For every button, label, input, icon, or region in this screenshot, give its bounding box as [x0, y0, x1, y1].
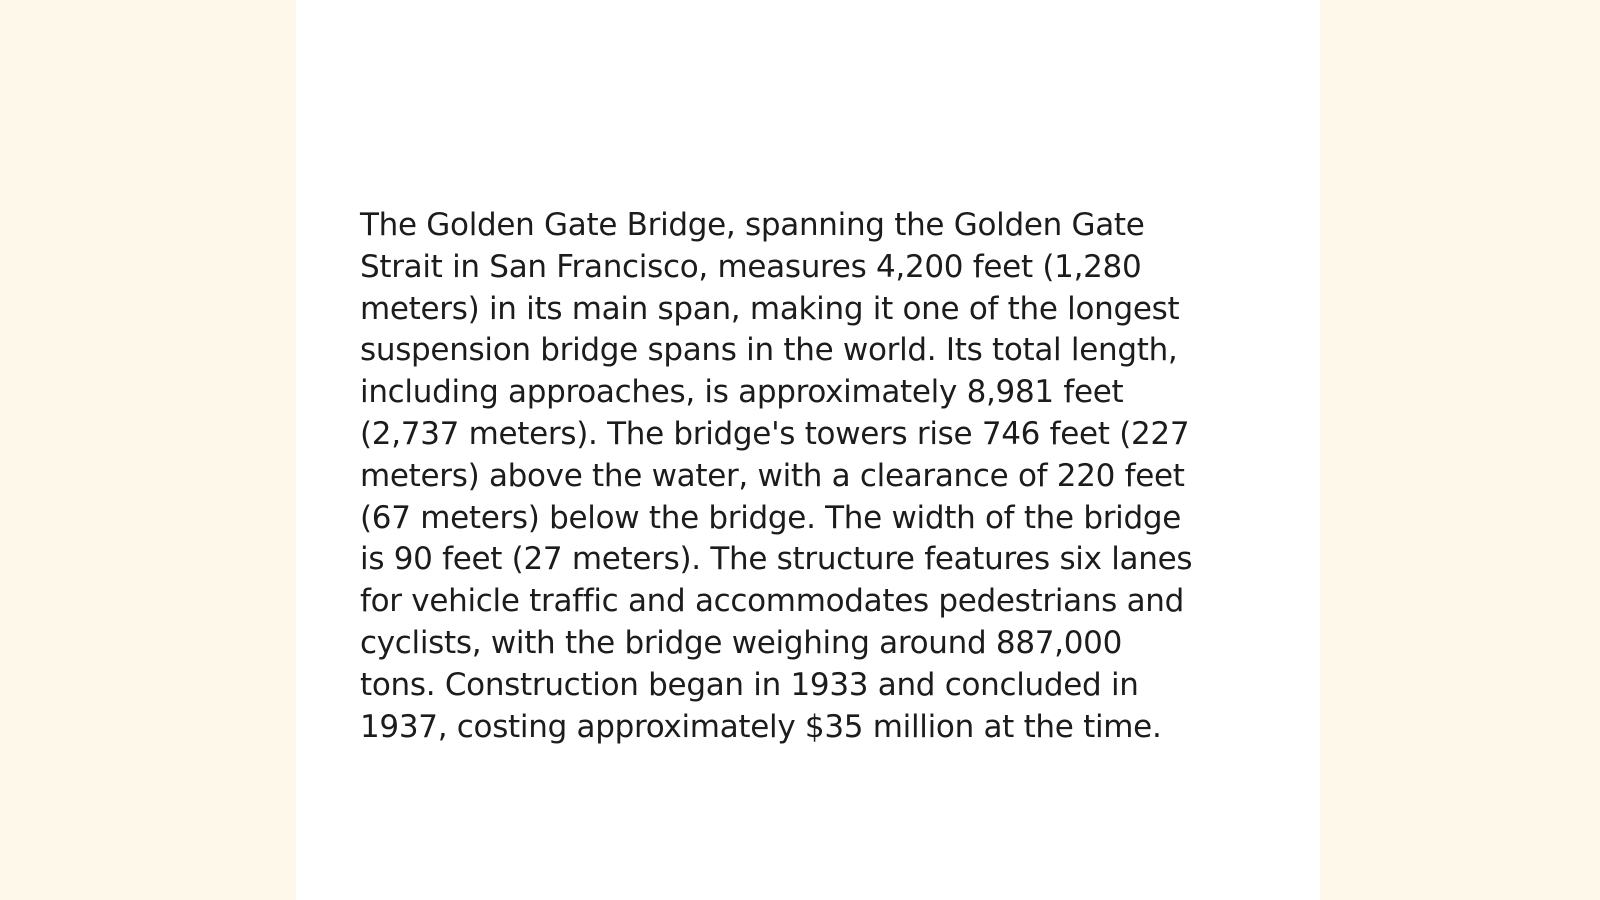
- paragraph-line: including approaches, is approximately 8,981 feet: [360, 374, 1124, 411]
- document-page: [296, 0, 1320, 900]
- paragraph-line: is 90 feet (27 meters). The structure features six lanes: [360, 541, 1193, 578]
- paragraph-line: meters) in its main span, making it one of the longest: [360, 290, 1180, 327]
- paragraph-line: (67 meters) below the bridge. The width of the bridge: [360, 499, 1182, 536]
- paragraph-line: cyclists, with the bridge weighing around 887,000: [360, 624, 1122, 661]
- paragraph-line: meters) above the water, with a clearance of 220 feet: [360, 457, 1185, 494]
- paragraph-line: Strait in San Francisco, measures 4,200 feet (1,280: [360, 248, 1142, 285]
- body-paragraph: [360, 205, 1250, 748]
- paragraph-line: 1937, costing approximately $35 million at the time.: [360, 708, 1162, 745]
- paragraph-line: (2,737 meters). The bridge's towers rise 746 feet (227: [360, 415, 1190, 452]
- paragraph-line: tons. Construction began in 1933 and concluded in: [360, 666, 1139, 703]
- paragraph-line: The Golden Gate Bridge, spanning the Golden Gate: [360, 207, 1145, 243]
- paragraph-line: suspension bridge spans in the world. Its total length,: [360, 332, 1178, 369]
- paragraph-line: for vehicle traffic and accommodates pedestrians and: [360, 583, 1185, 620]
